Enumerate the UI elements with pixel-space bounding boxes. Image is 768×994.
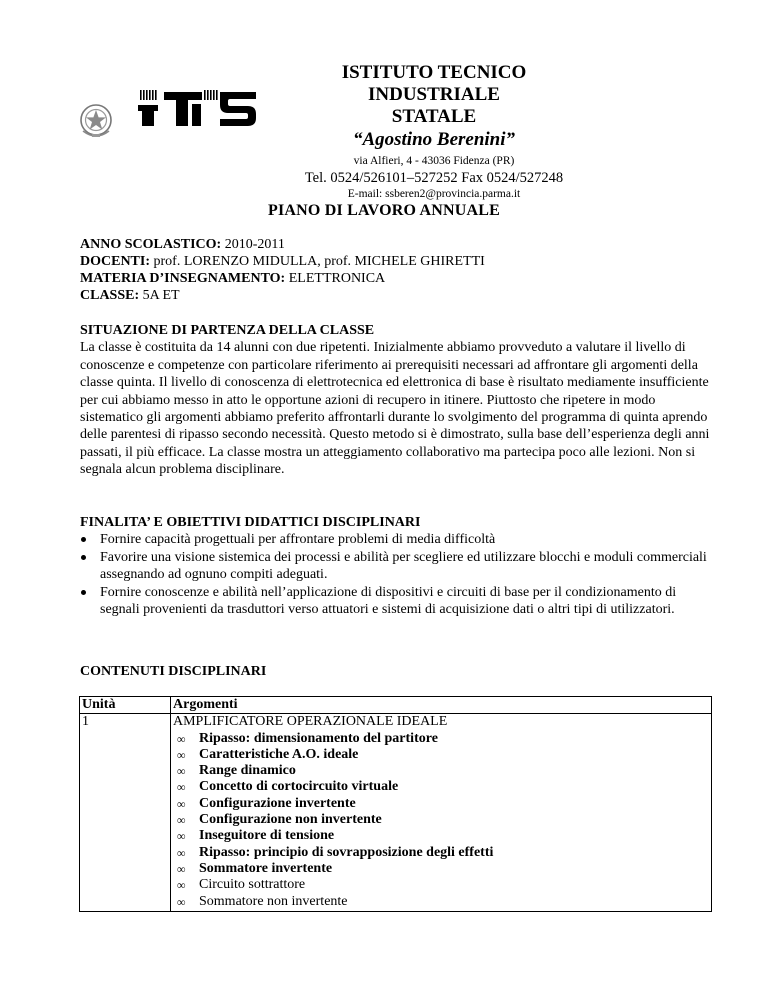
info-block xyxy=(80,236,700,304)
list-item xyxy=(173,894,709,910)
school-name-line1: ISTITUTO TECNICO INDUSTRIALE xyxy=(341,62,527,105)
unit-number: 1 xyxy=(80,714,171,912)
italian-republic-emblem-icon xyxy=(78,101,114,139)
table-row xyxy=(80,714,712,912)
table-header-row xyxy=(80,697,712,714)
teachers-line xyxy=(80,253,700,270)
infinity-bullet-icon: ∞ xyxy=(177,878,186,893)
unit-header-label: Unità xyxy=(82,697,116,712)
school-name-line2: STATALE xyxy=(391,106,477,127)
list-item xyxy=(173,861,709,877)
unit-column-header xyxy=(80,697,171,714)
subject-label: MATERIA D’INSEGNAMENTO: xyxy=(80,271,286,286)
objective-text: Fornire capacità progettuali per affrontare problemi di media difficoltà xyxy=(100,532,496,548)
school-year-label: ANNO SCOLASTICO: xyxy=(80,237,222,252)
school-phone: Tel. 0524/526101–527252 Fax 0524/527248 xyxy=(304,170,564,186)
objectives-heading: FINALITA’ E OBIETTIVI DIDATTICI DISCIPLINARI xyxy=(80,515,421,530)
list-item xyxy=(80,584,712,619)
subject-value: ELETTRONICA xyxy=(288,271,386,286)
topics-column-header xyxy=(171,697,712,714)
list-item xyxy=(80,531,712,548)
objectives-section xyxy=(80,514,712,618)
list-item xyxy=(173,731,709,747)
contents-section xyxy=(80,663,712,680)
topic-text: Circuito sottrattore xyxy=(199,877,306,893)
contents-heading: CONTENUTI DISCIPLINARI xyxy=(80,664,267,679)
class-label: CLASSE: xyxy=(80,288,140,303)
subject-line xyxy=(80,270,700,287)
unit-title: AMPLIFICATORE OPERAZIONALE IDEALE xyxy=(173,714,448,730)
infinity-bullet-icon: ∞ xyxy=(177,813,186,828)
list-item xyxy=(173,747,709,763)
topic-text: Concetto di cortocircuito virtuale xyxy=(199,779,399,795)
topics-list xyxy=(173,731,709,911)
list-item xyxy=(173,779,709,795)
itis-logo-icon xyxy=(138,88,258,128)
topic-text: Ripasso: principio di sovrapposizione degli effetti xyxy=(199,844,494,860)
infinity-bullet-icon: ∞ xyxy=(177,894,186,909)
school-address: via Alfieri, 4 - 43036 Fidenza (PR) xyxy=(353,155,515,167)
list-item xyxy=(173,796,709,812)
contents-table xyxy=(79,696,712,912)
topic-text: Inseguitore di tensione xyxy=(199,828,335,844)
topic-text: Ripasso: dimensionamento del partitore xyxy=(199,730,438,746)
topic-text: Configurazione non invertente xyxy=(199,812,382,828)
infinity-bullet-icon: ∞ xyxy=(177,829,186,844)
situation-section xyxy=(80,322,712,479)
document-title: PIANO DI LAVORO ANNUALE xyxy=(267,202,500,219)
list-item xyxy=(173,812,709,828)
school-header xyxy=(276,62,592,202)
list-item xyxy=(80,549,712,584)
school-email: E-mail: ssberen2@provincia.parma.it xyxy=(347,188,521,200)
class-value: 5A ET xyxy=(142,288,180,303)
class-line xyxy=(80,287,700,304)
infinity-bullet-icon: ∞ xyxy=(177,764,186,779)
list-item xyxy=(173,828,709,844)
infinity-bullet-icon: ∞ xyxy=(177,780,186,795)
topic-text: Configurazione invertente xyxy=(199,795,356,811)
topic-text: Caratteristiche A.O. ideale xyxy=(199,746,359,762)
situation-heading: SITUAZIONE DI PARTENZA DELLA CLASSE xyxy=(80,323,375,338)
topic-text: Sommatore invertente xyxy=(199,860,333,876)
objective-text: Favorire una visione sistemica dei processi e abilità per scegliere ed utilizzare blocchi e moduli commerciali assegnando ad ognuno compiti adeguati. xyxy=(100,549,707,583)
infinity-bullet-icon: ∞ xyxy=(177,845,186,860)
unit-topics-cell xyxy=(171,714,712,912)
list-item xyxy=(173,845,709,861)
topic-text: Range dinamico xyxy=(199,763,296,779)
topics-header-label: Argomenti xyxy=(173,697,238,712)
school-dedication: “Agostino Berenini” xyxy=(352,129,516,150)
objective-text: Fornire conoscenze e abilità nell’applicazione di dispositivi e circuiti di base per il condizionamento di segnali provenienti da trasduttori verso attuatori e sistemi di acquisizione dati o altri tipi di utilizzatori. xyxy=(100,584,677,618)
list-item xyxy=(173,877,709,893)
infinity-bullet-icon: ∞ xyxy=(177,731,186,746)
topic-text: Sommatore non invertente xyxy=(199,893,348,909)
teachers-label: DOCENTI: xyxy=(80,254,151,269)
school-year-line xyxy=(80,236,700,253)
bullet-icon xyxy=(81,590,86,595)
situation-text: La classe è costituita da 14 alunni con due ripetenti. Inizialmente abbiamo provveduto a valutare il livello di conoscenze e competenze con particolare riferimento ai prerequisiti necessari ad affrontare gli argomenti della classe quinta. Il livello di conoscenza di elettrotecnica ed elettronica di base è risultato mediamente insufficiente per cui abbiamo messo in atto le opportune azioni di recupero in itinere. Piuttosto che ripetere in modo sistematico gli argomenti abbiamo preferito affrontarli durante lo svolgimento del programma di quinta aprendo delle parentesi di ripasso secondo necessità. Questo metodo si è dimostrato, sulla base dell’esperienza degli anni passati, il più efficace. La classe mostra un atteggiamento collaborativo ma partecipa poco alle lezioni. Non si segnala alcun problema disciplinare. xyxy=(80,340,710,478)
bullet-icon xyxy=(81,537,86,542)
infinity-bullet-icon: ∞ xyxy=(177,747,186,762)
infinity-bullet-icon: ∞ xyxy=(177,796,186,811)
school-year-value: 2010-2011 xyxy=(224,237,285,252)
bullet-icon xyxy=(81,555,86,560)
objectives-list xyxy=(80,531,712,618)
list-item xyxy=(173,763,709,779)
teachers-value: prof. LORENZO MIDULLA, prof. MICHELE GHIRETTI xyxy=(153,254,485,269)
infinity-bullet-icon: ∞ xyxy=(177,861,186,876)
